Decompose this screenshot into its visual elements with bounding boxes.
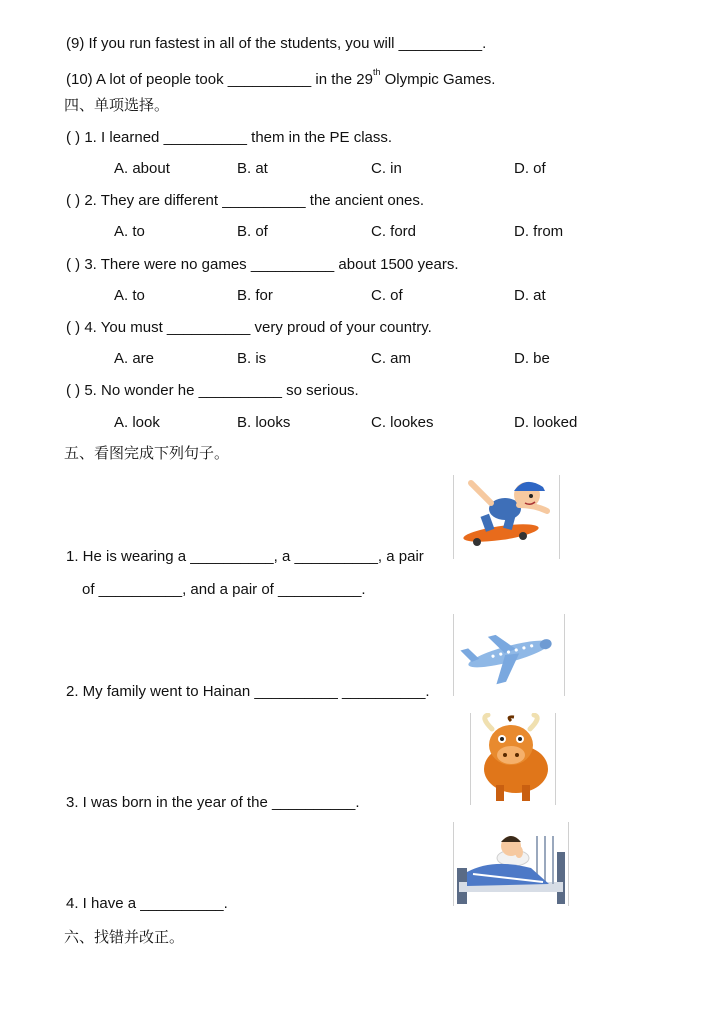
option-c: C. in [371,160,402,177]
option-b: B. is [237,350,267,367]
mc-question-4 [66,319,432,337]
item-9-end: . [482,35,487,52]
option-b: B. looks [237,414,291,431]
item-10-superscript: th [372,67,381,77]
option-b: B. at [237,160,268,177]
skateboarding-boy-icon [453,475,560,559]
option-d: D. of [514,160,546,177]
sentence-1-line-1: 1. He is wearing a __________, a __________, a pair [66,548,424,565]
option-a: A. to [114,223,145,240]
option-c: C. am [371,350,412,367]
question-text: 5. No wonder he __________ so serious. [84,382,359,399]
item-10-end: Olympic Games. [380,71,496,88]
option-a: A. are [114,350,155,367]
option-d: D. at [514,287,546,304]
sick-boy-in-bed-icon [453,822,569,906]
mc-question-1 [66,129,392,147]
option-a: A. look [114,414,160,431]
question-text: 2. They are different __________ the ancient ones. [84,192,425,209]
option-a: A. about [114,160,170,177]
item-9 [66,35,486,53]
section5-heading: 五、看图完成下列句子。 [64,444,230,462]
mc-question-5 [66,382,359,400]
mc-question-3 [66,256,459,274]
answer-paren[interactable]: ( ) [66,382,81,399]
option-a: A. to [114,287,145,304]
item-10-text: (10) A lot of people took [66,71,228,88]
section4-heading: 四、单项选择。 [64,96,170,114]
option-d: D. from [514,223,564,240]
answer-paren[interactable]: ( ) [66,129,81,146]
ox-icon [470,713,556,805]
option-d: D. be [514,350,550,367]
question-text: 1. I learned __________ them in the PE class. [84,129,393,146]
answer-paren[interactable]: ( ) [66,319,81,336]
option-c: C. of [371,287,403,304]
option-b: B. for [237,287,273,304]
answer-paren[interactable]: ( ) [66,256,81,273]
option-b: B. of [237,223,268,240]
section6-heading: 六、找错并改正。 [64,928,185,946]
airplane-icon [453,614,565,696]
option-d: D. looked [514,414,578,431]
sentence-2: 2. My family went to Hainan __________ __________. [66,683,430,700]
item-10 [66,66,495,89]
sentence-1-line-2: of __________, and a pair of __________. [82,581,366,598]
item-9-text: (9) If you run fastest in all of the students, you will [66,35,399,52]
sentence-4: 4. I have a __________. [66,895,228,912]
answer-paren[interactable]: ( ) [66,192,81,209]
item-9-blank[interactable]: __________ [398,35,483,52]
question-text: 3. There were no games __________ about 1500 years. [84,256,459,273]
item-10-blank[interactable]: __________ [227,71,312,88]
question-text: 4. You must __________ very proud of your country. [84,319,432,336]
mc-question-2 [66,192,424,210]
option-c: C. ford [371,223,417,240]
sentence-3: 3. I was born in the year of the __________. [66,794,360,811]
option-c: C. lookes [371,414,434,431]
item-10-mid: in the 29 [311,71,373,88]
